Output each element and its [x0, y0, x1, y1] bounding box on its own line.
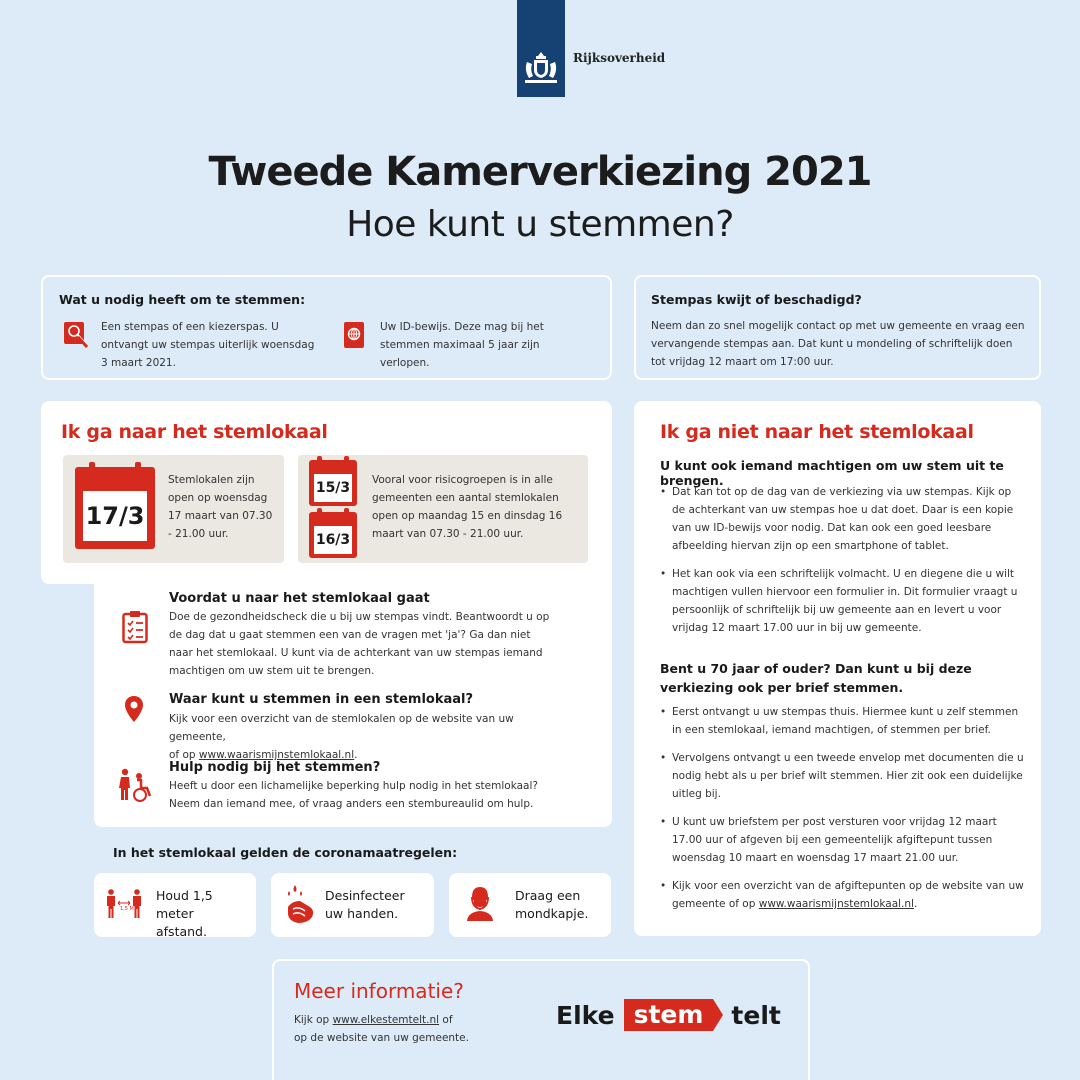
corona-mask-text: Draag een mondkapje. [515, 888, 589, 921]
corona-heading: In het stemlokaal gelden de coronamaatregelen: [113, 845, 458, 860]
mail-heading: Bent u 70 jaar of ouder? Dan kunt u bij deze verkiezing ook per brief stemmen. [660, 661, 972, 695]
brand-stem: stem [624, 999, 714, 1031]
before-heading: Voordat u naar het stemlokaal gaat [169, 591, 430, 606]
mail-item: • Vervolgens ontvangt u een tweede envelop met documenten die u nodig hebt als u per brief wilt stemmen. Hier zit ook een duidelijke uitleg bij. [660, 749, 1025, 803]
calendar-17-icon [75, 467, 155, 549]
accessibility-help-icon [118, 768, 152, 802]
distance-sign: 1,5 M [120, 906, 134, 912]
notgo-box [634, 401, 1041, 936]
elkestemtelt-link[interactable]: www.elkestemtelt.nl [332, 1014, 440, 1026]
mail-item: • U kunt uw briefstem per post versturen voor vrijdag 12 maart 17.00 uur of afgeven bij een gemeentelijk afgiftepunt tussen woensdag 10 maart en woensdag 17 maart 21.00 uur. [660, 813, 1025, 867]
face-mask-icon [465, 885, 495, 923]
where-heading: Waar kunt u stemmen in een stemlokaal? [169, 692, 474, 707]
notgo-heading: Ik ga niet naar het stemlokaal [660, 421, 974, 443]
lost-heading: Stempas kwijt of beschadigd? [651, 292, 862, 307]
distance-icon [106, 889, 142, 921]
more-suffix: of [442, 1014, 453, 1026]
proxy-item: • Dat kan tot op de dag van de verkiezing via uw stempas. Kijk op de achterkant van uw stempas hoe u dat doet. Daar is een kopie van uw ID-bewijs voor nodig. Dat kan ook een goed leesbare afbeelding hiervan zijn op een smartphone of tablet. [660, 483, 1025, 555]
corona-card-mask [449, 873, 611, 937]
more-line2: op de website van uw gemeente. [294, 1032, 469, 1044]
coat-of-arms-icon [517, 0, 565, 97]
before-text: Doe de gezondheidscheck die u bij uw stempas vindt. Beantwoordt u op de dag dat u gaat stemmen een van de vragen met 'ja'? Ga dan niet naar het stemlokaal. U kunt via de achterkant van uw stempas iemand machtigen om uw stem uit te brengen. [169, 611, 550, 677]
corona-card-distance [94, 873, 256, 937]
mail-last-text: Kijk voor een overzicht van de afgiftepunten op de website van uw gemeente of op [672, 880, 1024, 910]
help-text: Heeft u door een lichamelijke beperking hulp nodig in het stemlokaal? Neem dan iemand mee, of vraag anders een stembureaulid om hulp. [169, 780, 538, 810]
page-title: Tweede Kamerverkiezing 2021 [208, 149, 872, 195]
location-pin-icon [124, 695, 144, 723]
more-prefix: Kijk op [294, 1014, 330, 1026]
corona-card-hands [271, 873, 434, 937]
proxy-list [660, 483, 1025, 647]
more-info-box [272, 959, 810, 1080]
brand-telt: telt [731, 1000, 781, 1030]
waarismijnstemlokaal-link[interactable]: www.waarismijnstemlokaal.nl [198, 749, 355, 761]
proxy-item: • Het kan ook via een schriftelijk volmacht. U en diegene die u wilt machtigen vullen hiervoor een formulier in. Dit formulier vraagt u persoonlijk of schriftelijk bij uw gemeente aan en levert u voor vrijdag 12 maart 17.00 uur in bij uw gemeente. [660, 565, 1025, 637]
id-passport-icon [343, 321, 365, 349]
calendar-15-date: 15/3 [314, 474, 352, 502]
date-15-16-text: Vooral voor risicogroepen is in alle gemeenten een aantal stemlokalen open op maandag 15 en dinsdag 16 maart van 07.30 - 21.00 uur. [372, 474, 563, 540]
stempas-icon [63, 321, 89, 349]
calendar-16-icon [309, 512, 357, 558]
proxy-heading: U kunt ook iemand machtigen om uw stem uit te brengen. [660, 458, 1004, 488]
corona-hands-text: Desinfecteer uw handen. [325, 888, 405, 921]
date-card-15-16 [298, 455, 588, 563]
mail-last-suffix: . [913, 898, 918, 910]
where-text [169, 710, 569, 764]
mail-item [660, 877, 1025, 913]
calendar-16-date: 16/3 [314, 526, 352, 554]
lost-box [634, 275, 1041, 380]
go-box-bottom [94, 572, 612, 827]
needs-item-id: Uw ID-bewijs. Deze mag bij het stemmen maximaal 5 jaar zijn verlopen. [380, 321, 544, 369]
where-suffix: . [354, 749, 358, 761]
brand-elke: Elke [556, 1000, 615, 1030]
date-17-text: Stemlokalen zijn open op woensdag 17 maart van 07.30 - 21.00 uur. [168, 474, 273, 540]
logo-bar [517, 0, 565, 97]
more-text [294, 1011, 514, 1047]
waarismijnstemlokaal-link-2[interactable]: www.waarismijnstemlokaal.nl [758, 898, 914, 910]
mail-item: • Eerst ontvangt u uw stempas thuis. Hiermee kunt u zelf stemmen in een stemlokaal, iemand machtigen, of stemmen per brief. [660, 703, 1025, 739]
calendar-17-date: 17/3 [83, 491, 147, 541]
arrow-right-icon [713, 999, 723, 1031]
elke-stem-telt-logo [556, 999, 781, 1031]
mail-list [660, 703, 1025, 923]
more-heading: Meer informatie? [294, 979, 464, 1003]
go-box-top [41, 401, 612, 584]
go-heading: Ik ga naar het stemlokaal [61, 421, 328, 443]
date-card-17 [63, 455, 284, 563]
needs-item-stempas: Een stempas of een kiezerspas. U ontvangt uw stempas uiterlijk woensdag 3 maart 2021. [101, 321, 315, 369]
where-prefix: of op [169, 749, 196, 761]
needs-heading: Wat u nodig heeft om te stemmen: [59, 292, 306, 307]
calendar-15-icon [309, 460, 357, 506]
corona-distance-text: Houd 1,5 meter afstand. [156, 888, 213, 939]
needs-box [41, 275, 612, 380]
lost-text: Neem dan zo snel mogelijk contact op met uw gemeente en vraag een vervangende stempas aan. Dat kunt u mondeling of schriftelijk doen tot vrijdag 12 maart om 17:00 uur. [651, 320, 1025, 368]
page-subtitle: Hoe kunt u stemmen? [346, 204, 734, 245]
logo-text: Rijksoverheid [573, 51, 666, 65]
checklist-icon [122, 610, 148, 644]
hand-sanitizer-icon [285, 883, 317, 927]
help-heading: Hulp nodig bij het stemmen? [169, 760, 381, 775]
where-text-main: Kijk voor een overzicht van de stemlokalen op de website van uw gemeente, [169, 713, 514, 743]
